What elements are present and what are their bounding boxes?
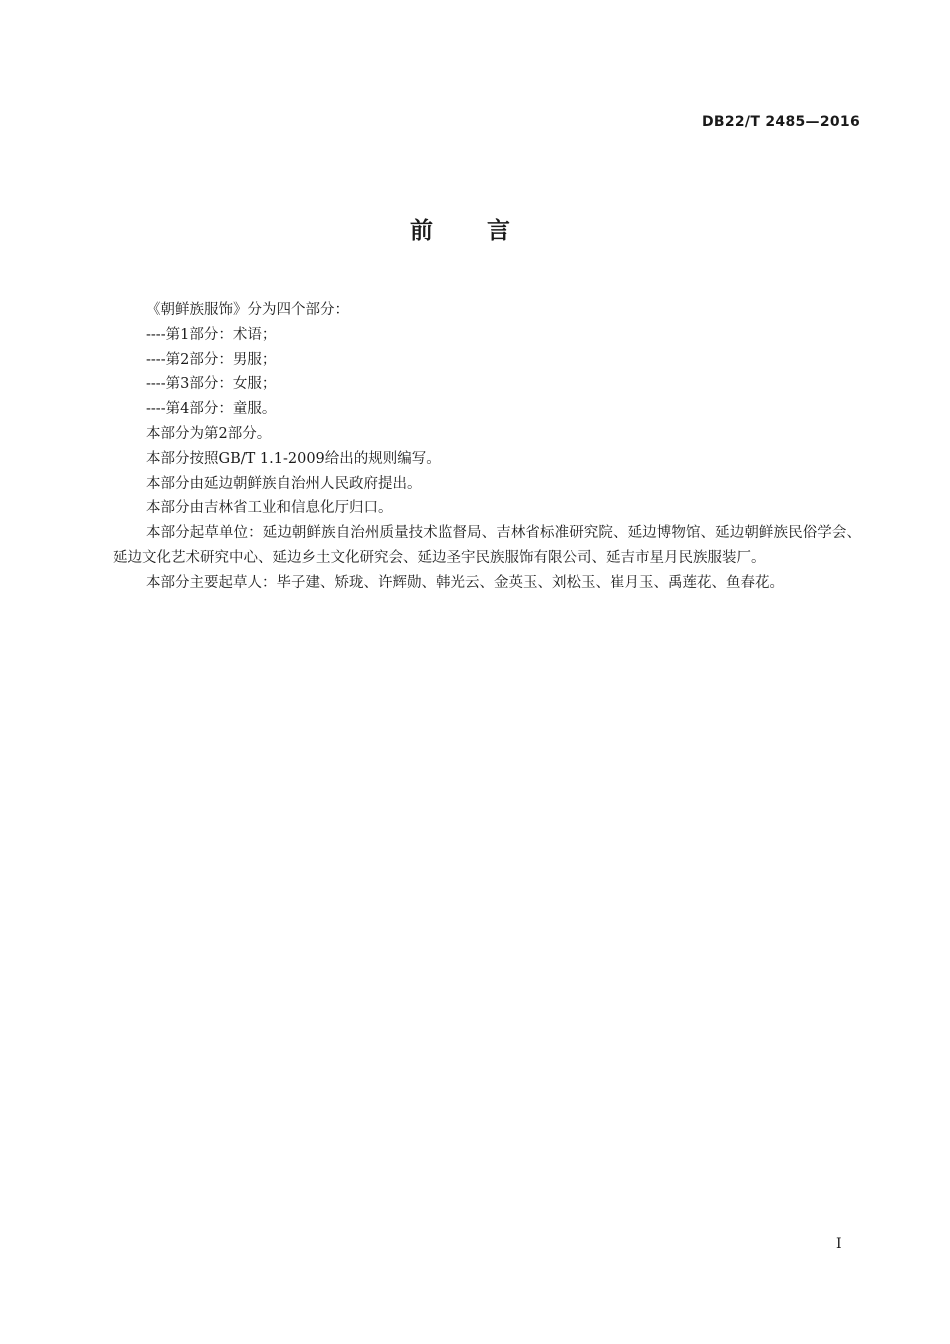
paragraph-part-1: ----第1部分：术语；: [146, 326, 277, 343]
paragraph-drafting-rules: 本部分按照GB/T 1.1-2009给出的规则编写。: [146, 450, 441, 467]
foreword-body: [113, 298, 861, 596]
paragraph-part-4: ----第4部分：童服。: [146, 401, 277, 418]
paragraph-part-2: ----第2部分：男服；: [146, 351, 277, 368]
paragraph-drafting-units: 本部分起草单位：延边朝鲜族自治州质量技术监督局、吉林省标准研究院、延边博物馆、延边朝鲜族民俗学会、延边文化艺术研究中心、延边乡土文化研究会、延边圣宇民族服饰有限公司、延吉市星月民族服装厂。: [113, 525, 861, 566]
page-title: 前言: [410, 218, 564, 244]
paragraph-parts-intro: 《朝鲜族服饰》分为四个部分：: [146, 302, 349, 318]
document-code: DB22/T 2485—2016: [701, 114, 860, 130]
paragraph-drafters: 本部分主要起草人：毕子建、矫珑、许辉勋、韩光云、金英玉、刘松玉、崔月玉、禹莲花、鱼春花。: [146, 574, 784, 591]
paragraph-part-3: ----第3部分：女服；: [146, 376, 277, 393]
paragraph-administrator: 本部分由吉林省工业和信息化厅归口。: [146, 500, 393, 517]
paragraph-this-part: 本部分为第2部分。: [146, 425, 272, 442]
paragraph-proposer: 本部分由延边朝鲜族自治州人民政府提出。: [146, 475, 422, 492]
page-number: I: [836, 1236, 842, 1252]
